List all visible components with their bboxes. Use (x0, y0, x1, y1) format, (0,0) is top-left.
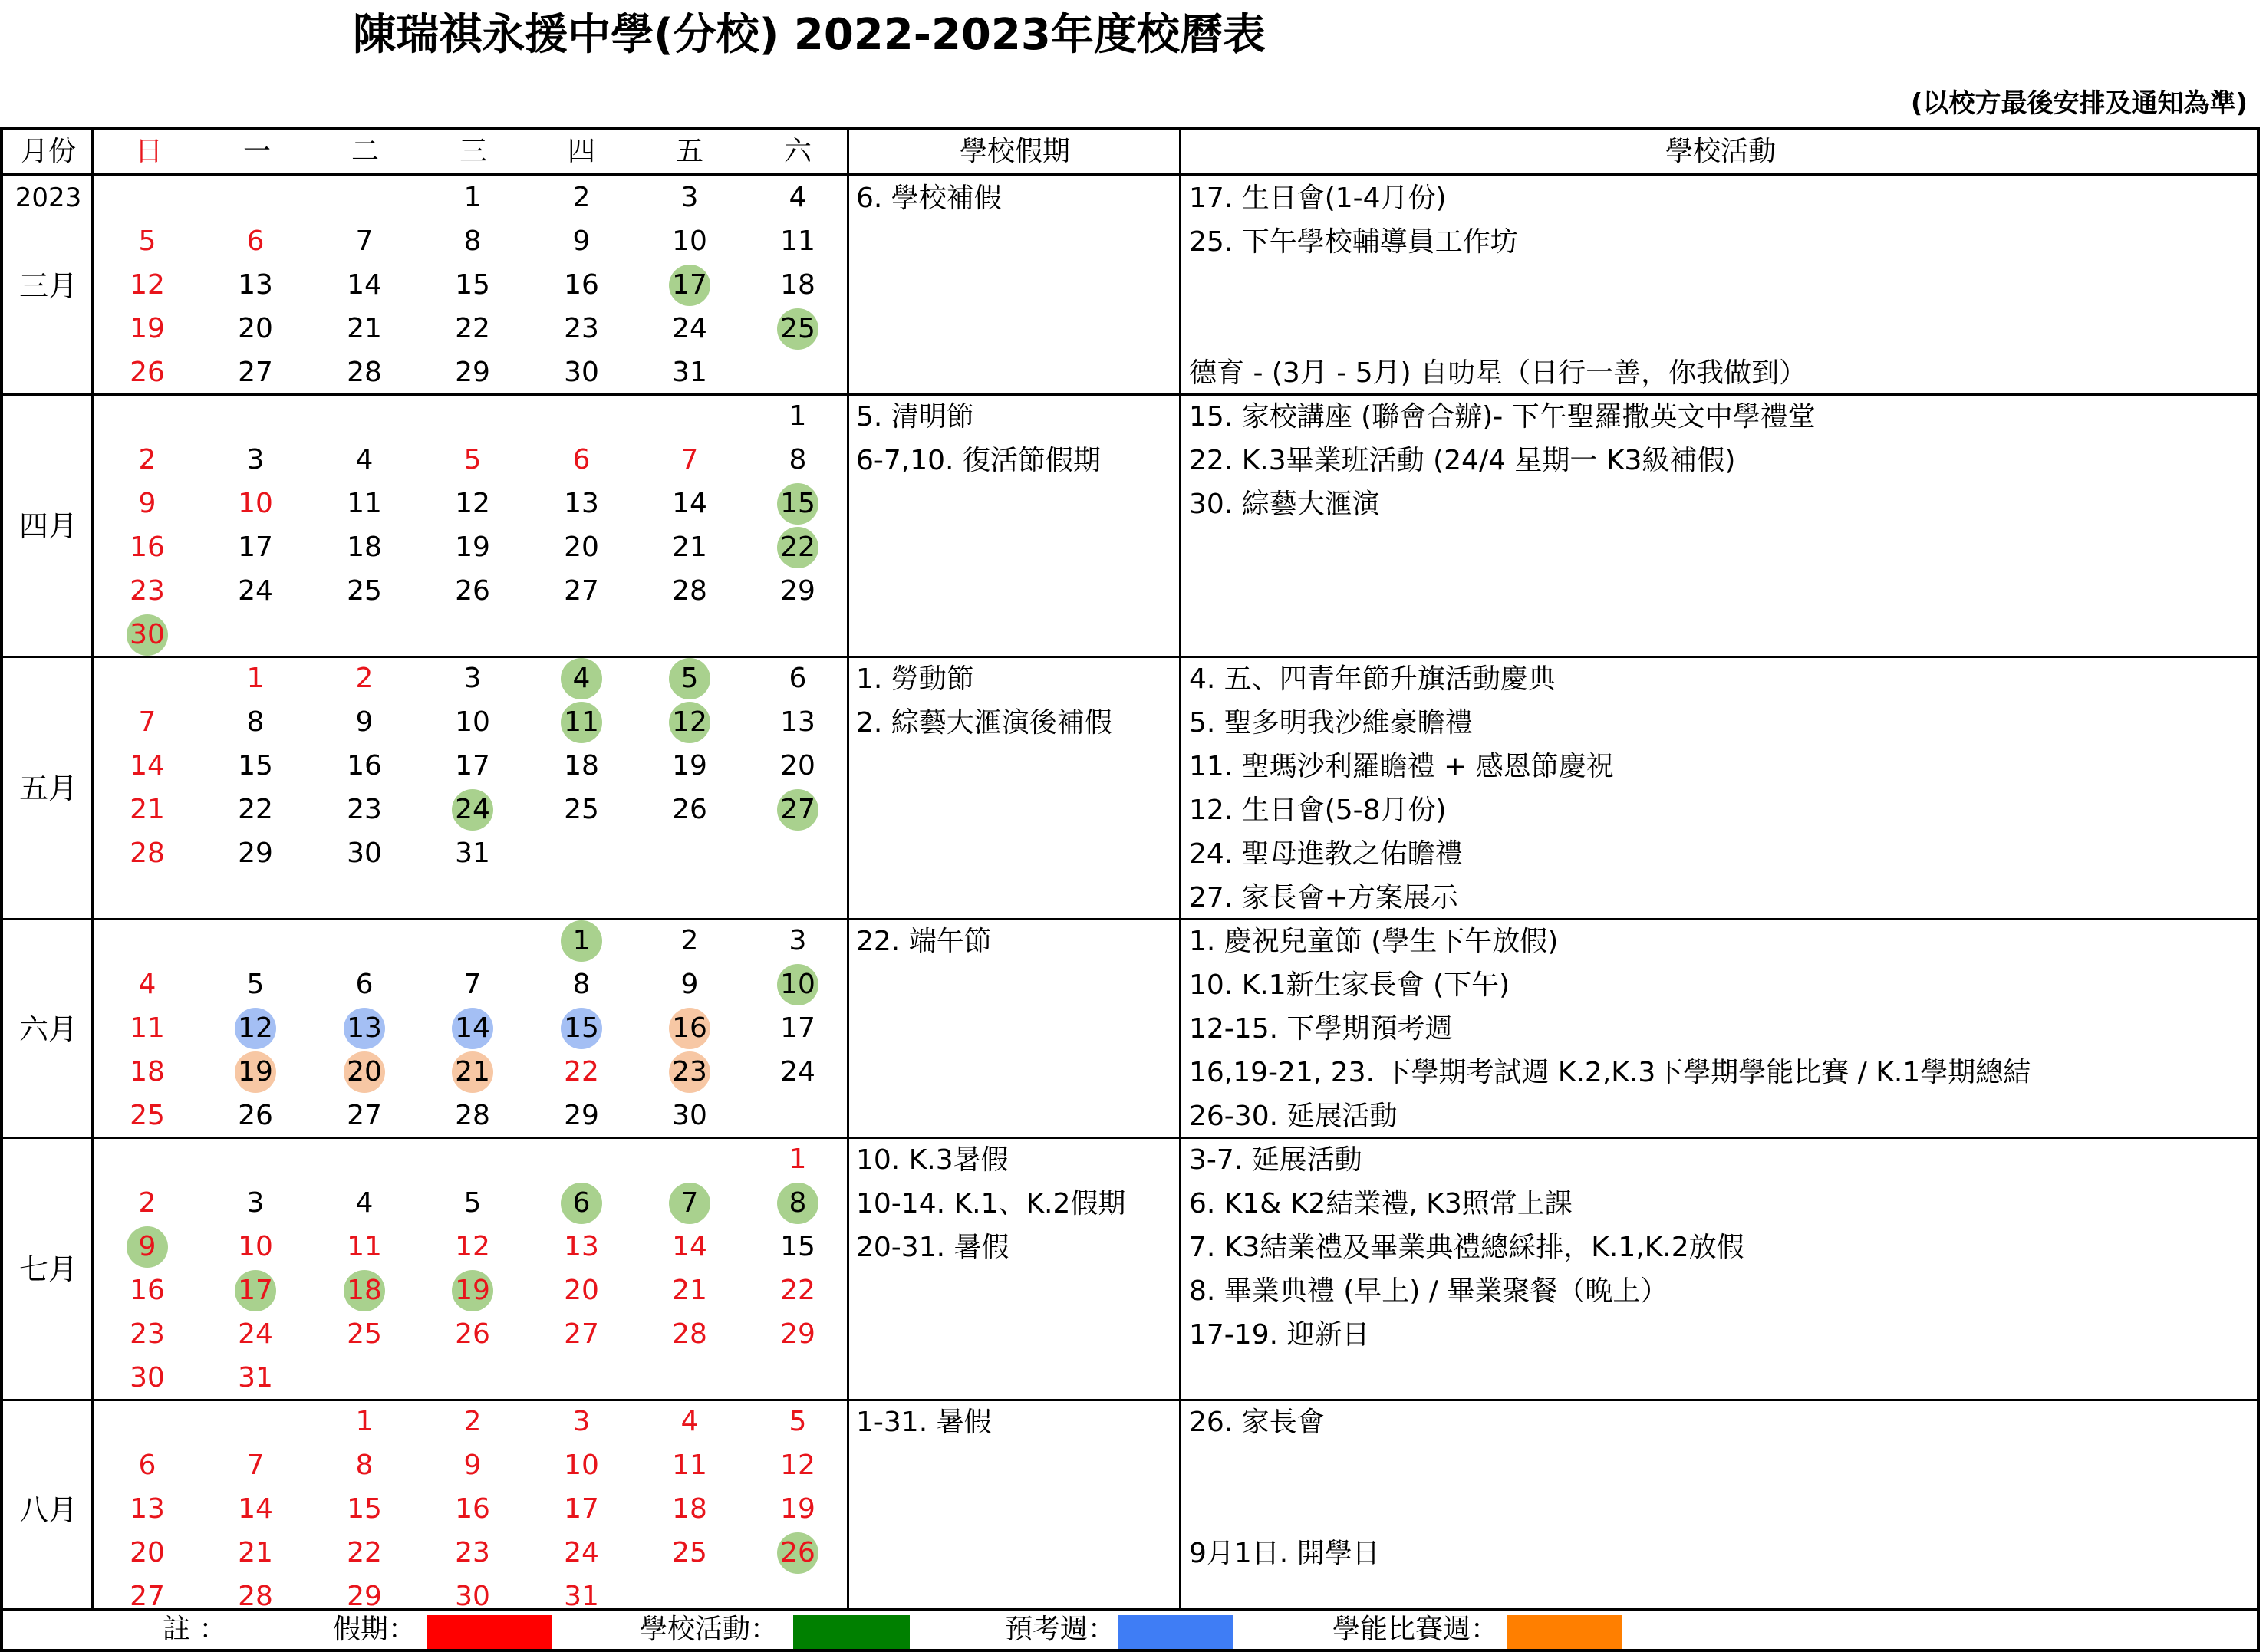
calendar-day: 1 (789, 400, 807, 432)
calendar-day: 7 (355, 225, 374, 257)
calendar-day: 5 (669, 658, 710, 699)
calendar-day: 24 (238, 575, 273, 607)
calendar-day: 22 (347, 1537, 382, 1568)
holiday-item: 5. 清明節 (856, 401, 974, 433)
activity-item: 德育 - (3月 - 5月) 自叻星（日行一善，你我做到） (1189, 357, 1807, 389)
calendar-day: 27 (130, 1581, 165, 1612)
calendar-day: 9 (572, 225, 591, 257)
holiday-item: 2. 綜藝大滙演後補假 (856, 707, 1112, 739)
activity-item: 8. 畢業典禮 (早上) / 畢業聚餐（晚上） (1189, 1275, 1668, 1307)
calendar-day: 10 (777, 964, 818, 1005)
calendar-day: 8 (777, 1183, 818, 1224)
month-name: 四月 (18, 509, 77, 543)
calendar-day: 7 (246, 1450, 265, 1481)
calendar-day: 15 (777, 483, 818, 525)
calendar-day: 16 (130, 531, 165, 563)
calendar-day: 30 (672, 1100, 707, 1131)
calendar-day: 4 (789, 182, 807, 213)
calendar-day: 12 (235, 1008, 276, 1049)
calendar-day: 21 (452, 1051, 493, 1093)
calendar-day: 20 (238, 313, 273, 344)
calendar-day: 9 (355, 706, 374, 738)
calendar-day: 27 (347, 1100, 382, 1131)
holiday-item: 6. 學校補假 (856, 183, 1002, 214)
calendar-day: 10 (455, 706, 490, 738)
calendar-day: 25 (347, 575, 382, 607)
calendar-day: 17 (780, 1012, 815, 1044)
calendar-day: 1 (355, 1406, 374, 1437)
activity-item: 25. 下午學校輔導員工作坊 (1189, 226, 1518, 258)
calendar-day: 28 (455, 1100, 490, 1131)
activity-item: 11. 聖瑪沙利羅瞻禮 + 感恩節慶祝 (1189, 751, 1614, 782)
activity-item: 6. K1& K2結業禮, K3照常上課 (1189, 1188, 1573, 1219)
calendar-day: 11 (347, 488, 382, 519)
legend-note-label: 註 ： (163, 1614, 227, 1645)
activity-item: 10. K.1新生家長會 (下午) (1189, 969, 1510, 1001)
holiday-item: 22. 端午節 (856, 926, 992, 957)
holiday-item: 10-14. K.1、K.2假期 (856, 1188, 1126, 1219)
calendar-day: 17 (235, 1270, 276, 1311)
legend-holiday-swatch (427, 1615, 552, 1649)
calendar-day: 8 (572, 969, 591, 1000)
header-thursday: 四 (567, 136, 595, 167)
calendar-day: 8 (355, 1450, 374, 1481)
legend-activity-swatch (793, 1615, 910, 1649)
calendar-day: 2 (355, 663, 374, 694)
holiday-item: 1. 勞動節 (856, 663, 974, 695)
month-section-june (3, 920, 2257, 1138)
calendar-day: 3 (246, 444, 265, 476)
calendar-day: 25 (672, 1537, 707, 1568)
calendar-day: 6 (355, 969, 374, 1000)
calendar-day: 30 (130, 1362, 165, 1394)
calendar-day: 5 (138, 225, 156, 257)
calendar-day: 12 (130, 269, 165, 301)
header-month: 月份 (20, 136, 76, 167)
calendar-day: 2 (572, 182, 591, 213)
calendar-day: 5 (463, 1187, 482, 1219)
calendar-day: 1 (561, 920, 602, 962)
calendar-day: 29 (564, 1100, 599, 1131)
activity-item: 17. 生日會(1-4月份) (1189, 183, 1447, 214)
activity-item: 17-19. 迎新日 (1189, 1319, 1370, 1351)
month-section-april (3, 395, 2257, 657)
calendar-day: 19 (780, 1493, 815, 1525)
calendar-day: 28 (347, 357, 382, 388)
calendar-day: 21 (347, 313, 382, 344)
calendar-day: 15 (347, 1493, 382, 1525)
calendar-day: 30 (564, 357, 599, 388)
calendar-day: 23 (564, 313, 599, 344)
calendar-day: 11 (672, 1450, 707, 1481)
calendar-day: 18 (344, 1270, 385, 1311)
calendar-day: 22 (238, 794, 273, 825)
month-name: 五月 (18, 772, 77, 805)
calendar-day: 26 (672, 794, 707, 825)
calendar-day: 9 (138, 488, 156, 519)
calendar-day: 24 (564, 1537, 599, 1568)
calendar-day: 8 (246, 706, 265, 738)
calendar-day: 13 (344, 1008, 385, 1049)
calendar-day: 4 (355, 444, 374, 476)
holiday-item: 10. K.3暑假 (856, 1144, 1009, 1176)
calendar-day: 22 (777, 527, 818, 568)
calendar-day: 28 (672, 575, 707, 607)
calendar-day: 2 (138, 444, 156, 476)
calendar-day: 21 (672, 531, 707, 563)
calendar-day: 4 (680, 1406, 699, 1437)
calendar-day: 21 (238, 1537, 273, 1568)
calendar-day: 11 (561, 702, 602, 743)
calendar-day: 1 (246, 663, 265, 694)
activity-item: 1. 慶祝兒童節 (學生下午放假) (1189, 926, 1559, 957)
calendar-day: 3 (680, 182, 699, 213)
calendar-day: 18 (780, 269, 815, 301)
header-tuesday: 二 (351, 136, 379, 167)
calendar-day: 20 (344, 1051, 385, 1093)
calendar-day: 19 (455, 531, 490, 563)
calendar-day: 5 (246, 969, 265, 1000)
calendar-day: 10 (564, 1450, 599, 1481)
calendar-day: 6 (572, 444, 591, 476)
calendar-day: 17 (669, 265, 710, 306)
calendar-day: 23 (347, 794, 382, 825)
calendar-day: 16 (130, 1275, 165, 1306)
calendar-day: 10 (238, 488, 273, 519)
calendar-day: 13 (564, 488, 599, 519)
calendar-day: 3 (246, 1187, 265, 1219)
calendar-day: 19 (235, 1051, 276, 1093)
calendar-day: 26 (238, 1100, 273, 1131)
calendar-day: 14 (672, 1231, 707, 1262)
legend-competition-label: 學能比賽週： (1332, 1614, 1499, 1645)
calendar-day: 5 (789, 1406, 807, 1437)
calendar-day: 4 (138, 969, 156, 1000)
calendar-table (0, 127, 2260, 1611)
calendar-day: 4 (355, 1187, 374, 1219)
calendar-day: 12 (669, 702, 710, 743)
calendar-day: 20 (564, 1275, 599, 1306)
activity-item: 30. 綜藝大滙演 (1189, 489, 1380, 520)
disclaimer-note: (以校方最後安排及通知為準) (1910, 88, 2248, 119)
calendar-day: 21 (130, 794, 165, 825)
month-name: 七月 (18, 1252, 77, 1286)
holiday-item: 20-31. 暑假 (856, 1232, 1009, 1263)
calendar-day: 23 (130, 575, 165, 607)
calendar-day: 7 (138, 706, 156, 738)
calendar-day: 18 (564, 750, 599, 782)
calendar-day: 25 (777, 308, 818, 350)
calendar-day: 24 (238, 1318, 273, 1350)
calendar-day: 15 (238, 750, 273, 782)
calendar-day: 28 (672, 1318, 707, 1350)
activity-item: 3-7. 延展活動 (1189, 1144, 1362, 1176)
calendar-day: 31 (672, 357, 707, 388)
calendar-day: 22 (455, 313, 490, 344)
calendar-day: 15 (780, 1231, 815, 1262)
calendar-day: 7 (669, 1183, 710, 1224)
calendar-day: 12 (780, 1450, 815, 1481)
legend-activity-label: 學校活動： (640, 1614, 779, 1645)
calendar-day: 30 (347, 838, 382, 869)
calendar-day: 18 (672, 1493, 707, 1525)
calendar-day: 30 (455, 1581, 490, 1612)
calendar-day: 19 (672, 750, 707, 782)
calendar-day: 30 (127, 614, 168, 656)
calendar-day: 14 (672, 488, 707, 519)
calendar-day: 25 (130, 1100, 165, 1131)
activity-item: 16,19-21, 23. 下學期考試週 K.2,K.3下學期學能比賽 / K.1學期總結 (1189, 1057, 2031, 1088)
calendar-day: 1 (463, 182, 482, 213)
calendar-day: 24 (672, 313, 707, 344)
calendar-day: 24 (780, 1056, 815, 1088)
month-section-july (3, 1138, 2257, 1400)
calendar-day: 12 (455, 1231, 490, 1262)
calendar-day: 22 (564, 1056, 599, 1088)
legend (0, 1611, 2260, 1652)
calendar-day: 12 (455, 488, 490, 519)
calendar-day: 10 (672, 225, 707, 257)
calendar-day: 1 (789, 1144, 807, 1175)
calendar-day: 27 (564, 575, 599, 607)
calendar-day: 3 (572, 1406, 591, 1437)
calendar-day: 10 (238, 1231, 273, 1262)
calendar-day: 19 (130, 313, 165, 344)
calendar-day: 16 (347, 750, 382, 782)
calendar-day: 13 (130, 1493, 165, 1525)
activity-item: 24. 聖母進教之佑瞻禮 (1189, 838, 1463, 870)
legend-preexam-swatch (1118, 1615, 1233, 1649)
calendar-day: 6 (246, 225, 265, 257)
calendar-day: 4 (561, 658, 602, 699)
legend-preexam-label: 預考週： (1005, 1614, 1116, 1645)
calendar-day: 2 (680, 925, 699, 956)
activity-item: 7. K3結業禮及畢業典禮總綵排，K.1,K.2放假 (1189, 1232, 1744, 1263)
activity-item: 9月1日. 開學日 (1189, 1538, 1380, 1569)
calendar-day: 27 (564, 1318, 599, 1350)
calendar-day: 18 (130, 1056, 165, 1088)
calendar-day: 9 (680, 969, 699, 1000)
calendar-day: 23 (669, 1051, 710, 1093)
header-sunday: 日 (134, 136, 163, 167)
calendar-day: 6 (561, 1183, 602, 1224)
activity-item: 22. K.3畢業班活動 (24/4 星期一 K3級補假) (1189, 445, 1736, 476)
calendar-day: 14 (238, 1493, 273, 1525)
calendar-day: 25 (347, 1318, 382, 1350)
activity-item: 26-30. 延展活動 (1189, 1101, 1398, 1132)
calendar-day: 17 (564, 1493, 599, 1525)
month-name: 六月 (18, 1012, 77, 1046)
calendar-day: 16 (564, 269, 599, 301)
legend-competition-swatch (1507, 1615, 1622, 1649)
header-saturday: 六 (783, 136, 812, 167)
calendar-day: 29 (347, 1581, 382, 1612)
calendar-day: 14 (130, 750, 165, 782)
calendar-day: 20 (564, 531, 599, 563)
calendar-day: 29 (238, 838, 273, 869)
calendar-day: 22 (780, 1275, 815, 1306)
month-name: 三月 (18, 268, 77, 303)
calendar-day: 29 (780, 575, 815, 607)
calendar-day: 24 (452, 789, 493, 831)
calendar-day: 18 (347, 531, 382, 563)
calendar-day: 20 (130, 1537, 165, 1568)
calendar-day: 13 (238, 269, 273, 301)
calendar-day: 2 (138, 1187, 156, 1219)
calendar-day: 6 (138, 1450, 156, 1481)
calendar-day: 25 (564, 794, 599, 825)
calendar-day: 17 (455, 750, 490, 782)
calendar-day: 26 (455, 575, 490, 607)
calendar-day: 31 (238, 1362, 273, 1394)
calendar-day: 3 (463, 663, 482, 694)
calendar-day: 23 (455, 1537, 490, 1568)
calendar-day: 31 (455, 838, 490, 869)
calendar-day: 5 (463, 444, 482, 476)
calendar-day: 29 (455, 357, 490, 388)
page-title: 陳瑞祺永援中學(分校) 2022-2023年度校曆表 (353, 10, 1266, 60)
header-activities: 學校活動 (1665, 136, 1776, 167)
calendar-day: 13 (564, 1231, 599, 1262)
calendar-day: 23 (130, 1318, 165, 1350)
header-monday: 一 (242, 136, 271, 167)
calendar-day: 9 (127, 1226, 168, 1268)
calendar-day: 6 (789, 663, 807, 694)
calendar-day: 27 (238, 357, 273, 388)
calendar-day: 7 (463, 969, 482, 1000)
calendar-day: 28 (238, 1581, 273, 1612)
calendar-day: 19 (452, 1270, 493, 1311)
calendar-day: 15 (561, 1008, 602, 1049)
calendar-day: 31 (564, 1581, 599, 1612)
calendar-day: 26 (777, 1532, 818, 1574)
activity-item: 15. 家校講座 (聯會合辦)- 下午聖羅撒英文中學禮堂 (1189, 401, 1816, 433)
month-section-august (3, 1400, 2257, 1619)
calendar-day: 11 (130, 1012, 165, 1044)
year-label: 2023 (15, 183, 82, 213)
header-friday: 五 (675, 136, 703, 167)
calendar-day: 8 (789, 444, 807, 476)
month-name: 八月 (18, 1492, 77, 1527)
calendar-day: 20 (780, 750, 815, 782)
calendar-day: 8 (463, 225, 482, 257)
holiday-item: 6-7,10. 復活節假期 (856, 445, 1101, 476)
calendar-day: 29 (780, 1318, 815, 1350)
calendar-day: 16 (455, 1493, 490, 1525)
month-section-march (3, 176, 2257, 395)
activity-item: 27. 家長會+方案展示 (1189, 882, 1458, 913)
calendar-day: 14 (452, 1008, 493, 1049)
calendar-day: 7 (680, 444, 699, 476)
calendar-day: 11 (780, 225, 815, 257)
calendar-day: 21 (672, 1275, 707, 1306)
calendar-day: 2 (463, 1406, 482, 1437)
activity-item: 5. 聖多明我沙維豪瞻禮 (1189, 707, 1473, 739)
activity-item: 12-15. 下學期預考週 (1189, 1013, 1453, 1045)
calendar-day: 27 (777, 789, 818, 831)
calendar-day: 3 (789, 925, 807, 956)
month-section-may (3, 657, 2257, 920)
activity-item: 26. 家長會 (1189, 1407, 1325, 1438)
calendar-day: 28 (130, 838, 165, 869)
calendar-day: 26 (455, 1318, 490, 1350)
calendar-day: 17 (238, 531, 273, 563)
table-header-row (3, 130, 2257, 176)
holiday-item: 1-31. 暑假 (856, 1407, 992, 1438)
activity-item: 4. 五、四青年節升旗活動慶典 (1189, 663, 1556, 695)
calendar-day: 9 (463, 1450, 482, 1481)
calendar-day: 13 (780, 706, 815, 738)
activity-item: 12. 生日會(5-8月份) (1189, 795, 1447, 826)
header-wednesday: 三 (459, 136, 487, 167)
header-holidays: 學校假期 (959, 136, 1070, 167)
calendar-day: 14 (347, 269, 382, 301)
legend-holiday-label: 假期： (333, 1614, 417, 1645)
calendar-day: 15 (455, 269, 490, 301)
calendar-day: 16 (669, 1008, 710, 1049)
calendar-day: 26 (130, 357, 165, 388)
calendar-day: 11 (347, 1231, 382, 1262)
